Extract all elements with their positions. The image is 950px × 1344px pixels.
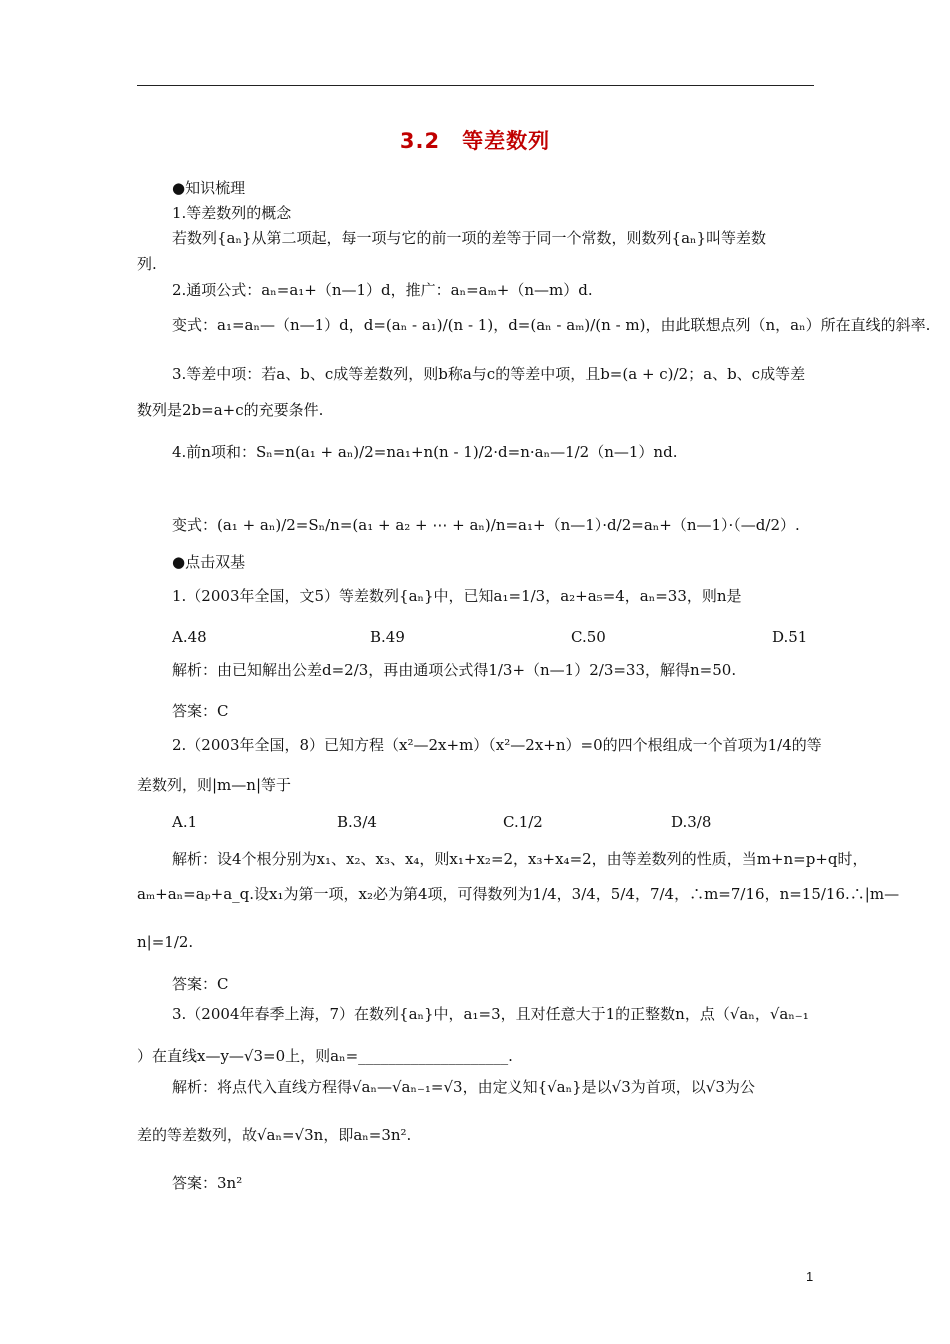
text-line: 答案：3n²	[172, 1174, 243, 1192]
text-line: ●知识梳理	[172, 179, 246, 197]
q2-option-a: A.1	[172, 813, 198, 831]
q1-option-b: B.49	[370, 628, 405, 646]
q1-option-a: A.48	[172, 628, 207, 646]
text-line: 3.（2004年春季上海，7）在数列{aₙ}中，a₁=3，且对任意大于1的正整数n，点（√aₙ，√aₙ₋₁	[172, 1005, 809, 1023]
text-line: 答案：C	[172, 702, 229, 720]
text-line: 答案：C	[172, 975, 229, 993]
header-rule	[137, 85, 814, 86]
text-line: 解析：将点代入直线方程得√aₙ—√aₙ₋₁=√3，由定义知{√aₙ}是以√3为首项，以√3为公	[172, 1078, 755, 1096]
q2-option-d: D.3/8	[671, 813, 712, 831]
q1-option-d: D.51	[772, 628, 808, 646]
page-title: 3.2 等差数列	[399, 129, 551, 153]
text-line: 2.（2003年全国，8）已知方程（x²—2x+m）（x²—2x+n）=0的四个根组成一个首项为1/4的等	[172, 736, 822, 754]
text-line: 若数列{aₙ}从第二项起，每一项与它的前一项的差等于同一个常数，则数列{aₙ}叫等差数	[172, 229, 767, 247]
text-line: 1.（2003年全国，文5）等差数列{aₙ}中，已知a₁=1/3，a₂+a₅=4，aₙ=33，则n是	[172, 587, 742, 605]
text-line: 2.通项公式：aₙ=a₁+（n—1）d，推广：aₙ=aₘ+（n—m）d.	[172, 281, 593, 299]
q2-option-c: C.1/2	[503, 813, 543, 831]
page-number: 1	[806, 1269, 814, 1284]
q2-option-b: B.3/4	[337, 813, 377, 831]
text-line: 4.前n项和：Sₙ=n(a₁ + aₙ)/2=na₁+n(n - 1)/2·d=n·aₙ—1/2（n—1）nd.	[172, 443, 678, 461]
text-line: 差数列，则|m—n|等于	[137, 776, 291, 794]
text-line: 变式：a₁=aₙ—（n—1）d，d=(aₙ - a₁)/(n - 1)，d=(aₙ - aₘ)/(n - m)，由此联想点列（n，aₙ）所在直线的斜率.	[172, 316, 931, 334]
text-line: ●点击双基	[172, 553, 246, 571]
text-line: 变式：(a₁ + aₙ)/2=Sₙ/n=(a₁ + a₂ + ⋯ + aₙ)/n=a₁+（n—1）·d/2=aₙ+（n—1）·（—d/2）.	[172, 516, 800, 534]
text-line: 列.	[137, 255, 157, 273]
q1-option-c: C.50	[571, 628, 606, 646]
text-line: 数列是2b=a+c的充要条件.	[137, 401, 324, 419]
text-line: n|=1/2.	[137, 933, 194, 951]
text-line: 解析：由已知解出公差d=2/3，再由通项公式得1/3+（n—1）2/3=33，解得n=50.	[172, 661, 737, 679]
text-line: 1.等差数列的概念	[172, 204, 292, 222]
text-line: ）在直线x—y—√3=0上，则aₙ=____________________.	[137, 1047, 513, 1065]
text-line: aₘ+aₙ=aₚ+a_q.设x₁为第一项，x₂必为第4项，可得数列为1/4，3/4，5/4，7/4，∴m=7/16，n=15/16.∴|m—	[137, 885, 900, 903]
text-line: 解析：设4个根分别为x₁、x₂、x₃、x₄，则x₁+x₂=2，x₃+x₄=2，由等差数列的性质，当m+n=p+q时，	[172, 850, 868, 868]
text-line: 差的等差数列，故√aₙ=√3n，即aₙ=3n².	[137, 1126, 412, 1144]
text-line: 3.等差中项：若a、b、c成等差数列，则b称a与c的等差中项，且b=(a + c)/2；a、b、c成等差	[172, 365, 806, 383]
